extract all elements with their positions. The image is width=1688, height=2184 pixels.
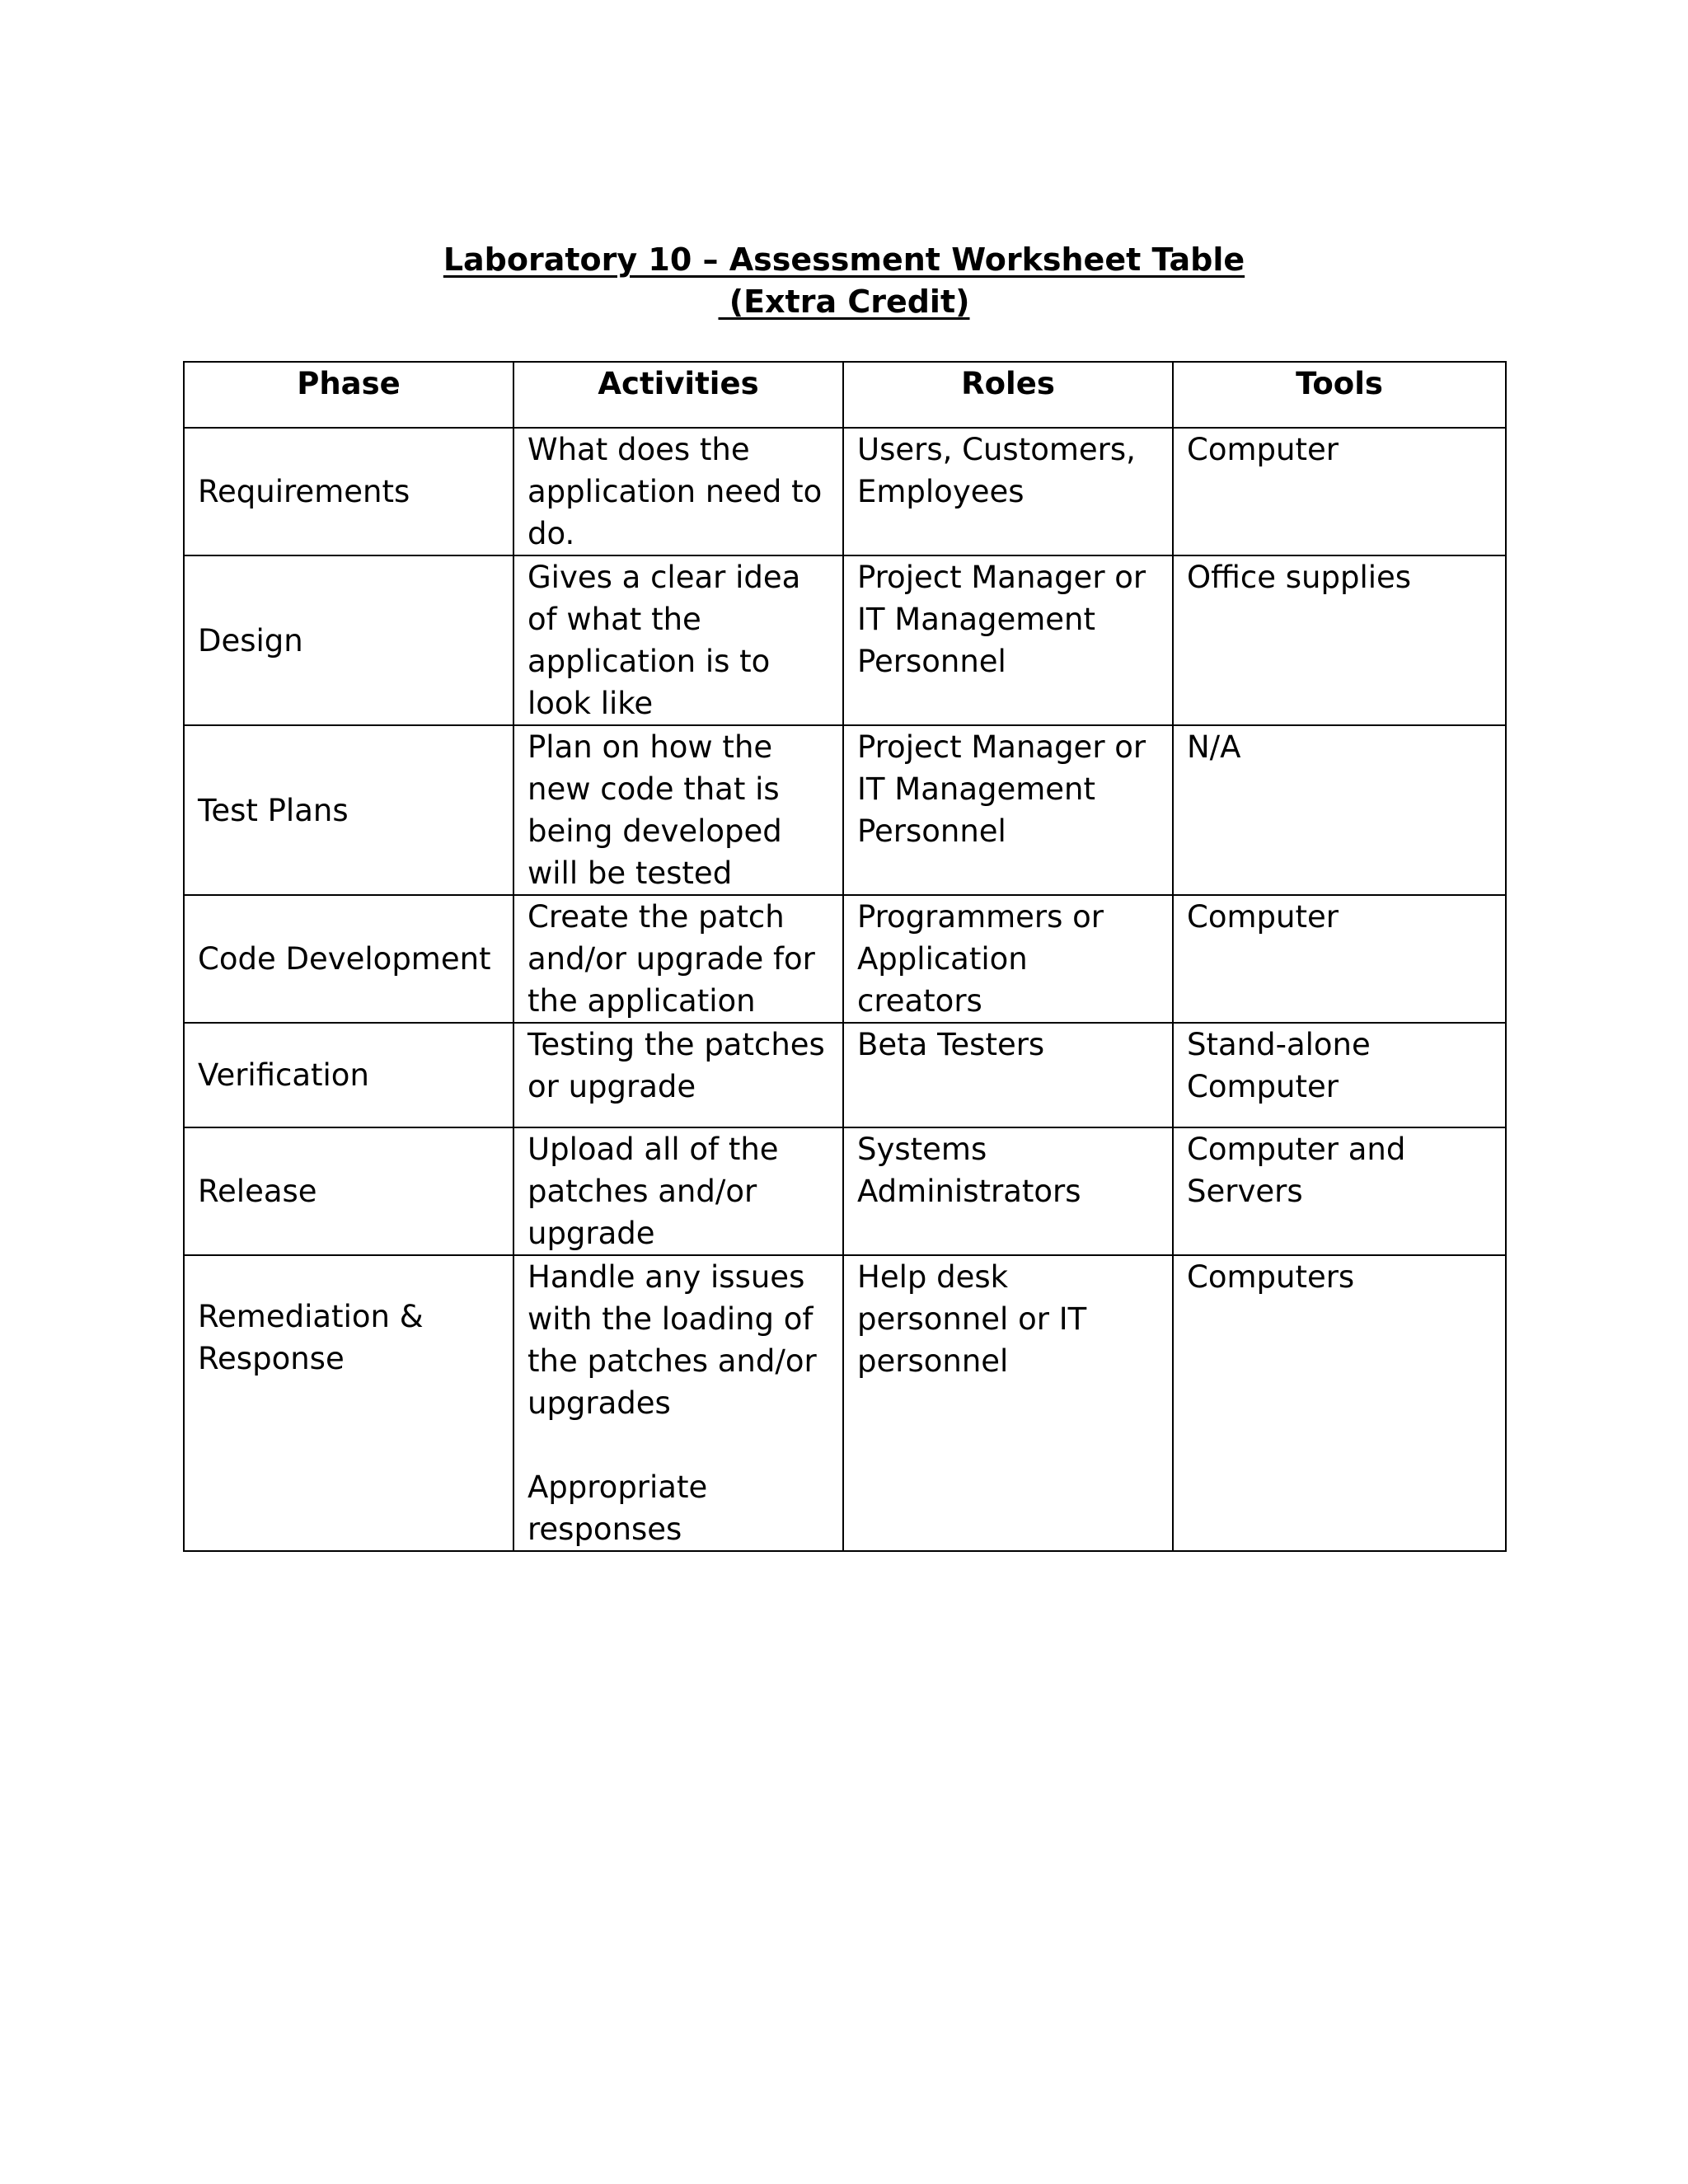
roles-cell bbox=[843, 1255, 1173, 1551]
roles-text: Users, Customers, Employees bbox=[857, 432, 1146, 509]
roles-cell bbox=[843, 1023, 1173, 1127]
roles-text: Beta Testers bbox=[857, 1027, 1045, 1062]
table-row bbox=[184, 1127, 1506, 1255]
roles-cell bbox=[843, 555, 1173, 725]
phase-cell bbox=[184, 1127, 513, 1255]
roles-text: Project Manager or IT Management Personnel bbox=[857, 560, 1156, 679]
title-line-1: Laboratory 10 – Assessment Worksheet Table bbox=[443, 241, 1245, 278]
activities-cell bbox=[513, 1255, 843, 1551]
phase-text: Release bbox=[198, 1174, 317, 1209]
activities-text: Testing the patches or upgrade bbox=[528, 1027, 835, 1104]
roles-cell bbox=[843, 725, 1173, 895]
table-header-row bbox=[184, 362, 1506, 428]
roles-cell bbox=[843, 1127, 1173, 1255]
activities-text: Gives a clear idea of what the application is to look like bbox=[528, 560, 811, 721]
table-row bbox=[184, 428, 1506, 555]
activities-cell bbox=[513, 725, 843, 895]
roles-text: Help desk personnel or IT personnel bbox=[857, 1259, 1096, 1379]
tools-text: Computer bbox=[1187, 432, 1339, 467]
tools-cell bbox=[1173, 555, 1506, 725]
roles-text: Systems Administrators bbox=[857, 1132, 1081, 1209]
tools-text: Stand-alone Computer bbox=[1187, 1027, 1381, 1104]
document-title bbox=[0, 239, 1688, 323]
activities-cell bbox=[513, 1127, 843, 1255]
column-header-tools: Tools bbox=[1173, 362, 1506, 428]
activities-cell bbox=[513, 1023, 843, 1127]
roles-text: Programmers or Application creators bbox=[857, 899, 1114, 1019]
assessment-worksheet-table bbox=[183, 361, 1507, 1552]
tools-cell bbox=[1173, 428, 1506, 555]
column-header-phase: Phase bbox=[184, 362, 513, 428]
tools-text: Office supplies bbox=[1187, 560, 1412, 595]
activities-cell bbox=[513, 428, 843, 555]
table-row bbox=[184, 555, 1506, 725]
phase-cell bbox=[184, 895, 513, 1023]
roles-cell bbox=[843, 428, 1173, 555]
phase-cell bbox=[184, 1023, 513, 1127]
table-row bbox=[184, 1023, 1506, 1127]
table-row bbox=[184, 725, 1506, 895]
activities-text: Plan on how the new code that is being developed will be tested bbox=[528, 729, 792, 891]
tools-text: Computers bbox=[1187, 1259, 1355, 1295]
roles-text: Project Manager or IT Management Personnel bbox=[857, 729, 1156, 849]
phase-text: Code Development bbox=[198, 941, 491, 977]
activities-cell bbox=[513, 895, 843, 1023]
tools-cell bbox=[1173, 895, 1506, 1023]
table-row bbox=[184, 895, 1506, 1023]
phase-text: Remediation & Response bbox=[198, 1299, 434, 1376]
tools-text: Computer bbox=[1187, 899, 1339, 935]
tools-cell bbox=[1173, 1023, 1506, 1127]
tools-cell bbox=[1173, 1127, 1506, 1255]
phase-text: Test Plans bbox=[198, 792, 349, 828]
phase-cell bbox=[184, 555, 513, 725]
activities-text: What does the application need to do. bbox=[528, 432, 832, 551]
phase-cell bbox=[184, 428, 513, 555]
phase-text: Verification bbox=[198, 1057, 369, 1093]
table-row bbox=[184, 1255, 1506, 1551]
column-header-activities: Activities bbox=[513, 362, 843, 428]
roles-cell bbox=[843, 895, 1173, 1023]
tools-text: Computer and Servers bbox=[1187, 1132, 1416, 1209]
activities-text: Handle any issues with the loading of the patches and/or upgrades Appropriate responses bbox=[528, 1259, 817, 1547]
tools-cell bbox=[1173, 725, 1506, 895]
phase-text: Requirements bbox=[198, 474, 410, 509]
tools-cell bbox=[1173, 1255, 1506, 1551]
phase-text: Design bbox=[198, 622, 303, 658]
tools-text: N/A bbox=[1187, 729, 1241, 765]
activities-text: Create the patch and/or upgrade for the application bbox=[528, 899, 825, 1019]
title-line-2: (Extra Credit) bbox=[718, 284, 970, 320]
phase-cell bbox=[184, 1255, 513, 1551]
activities-cell bbox=[513, 555, 843, 725]
activities-text: Upload all of the patches and/or upgrade bbox=[528, 1132, 789, 1251]
phase-cell bbox=[184, 725, 513, 895]
column-header-roles: Roles bbox=[843, 362, 1173, 428]
